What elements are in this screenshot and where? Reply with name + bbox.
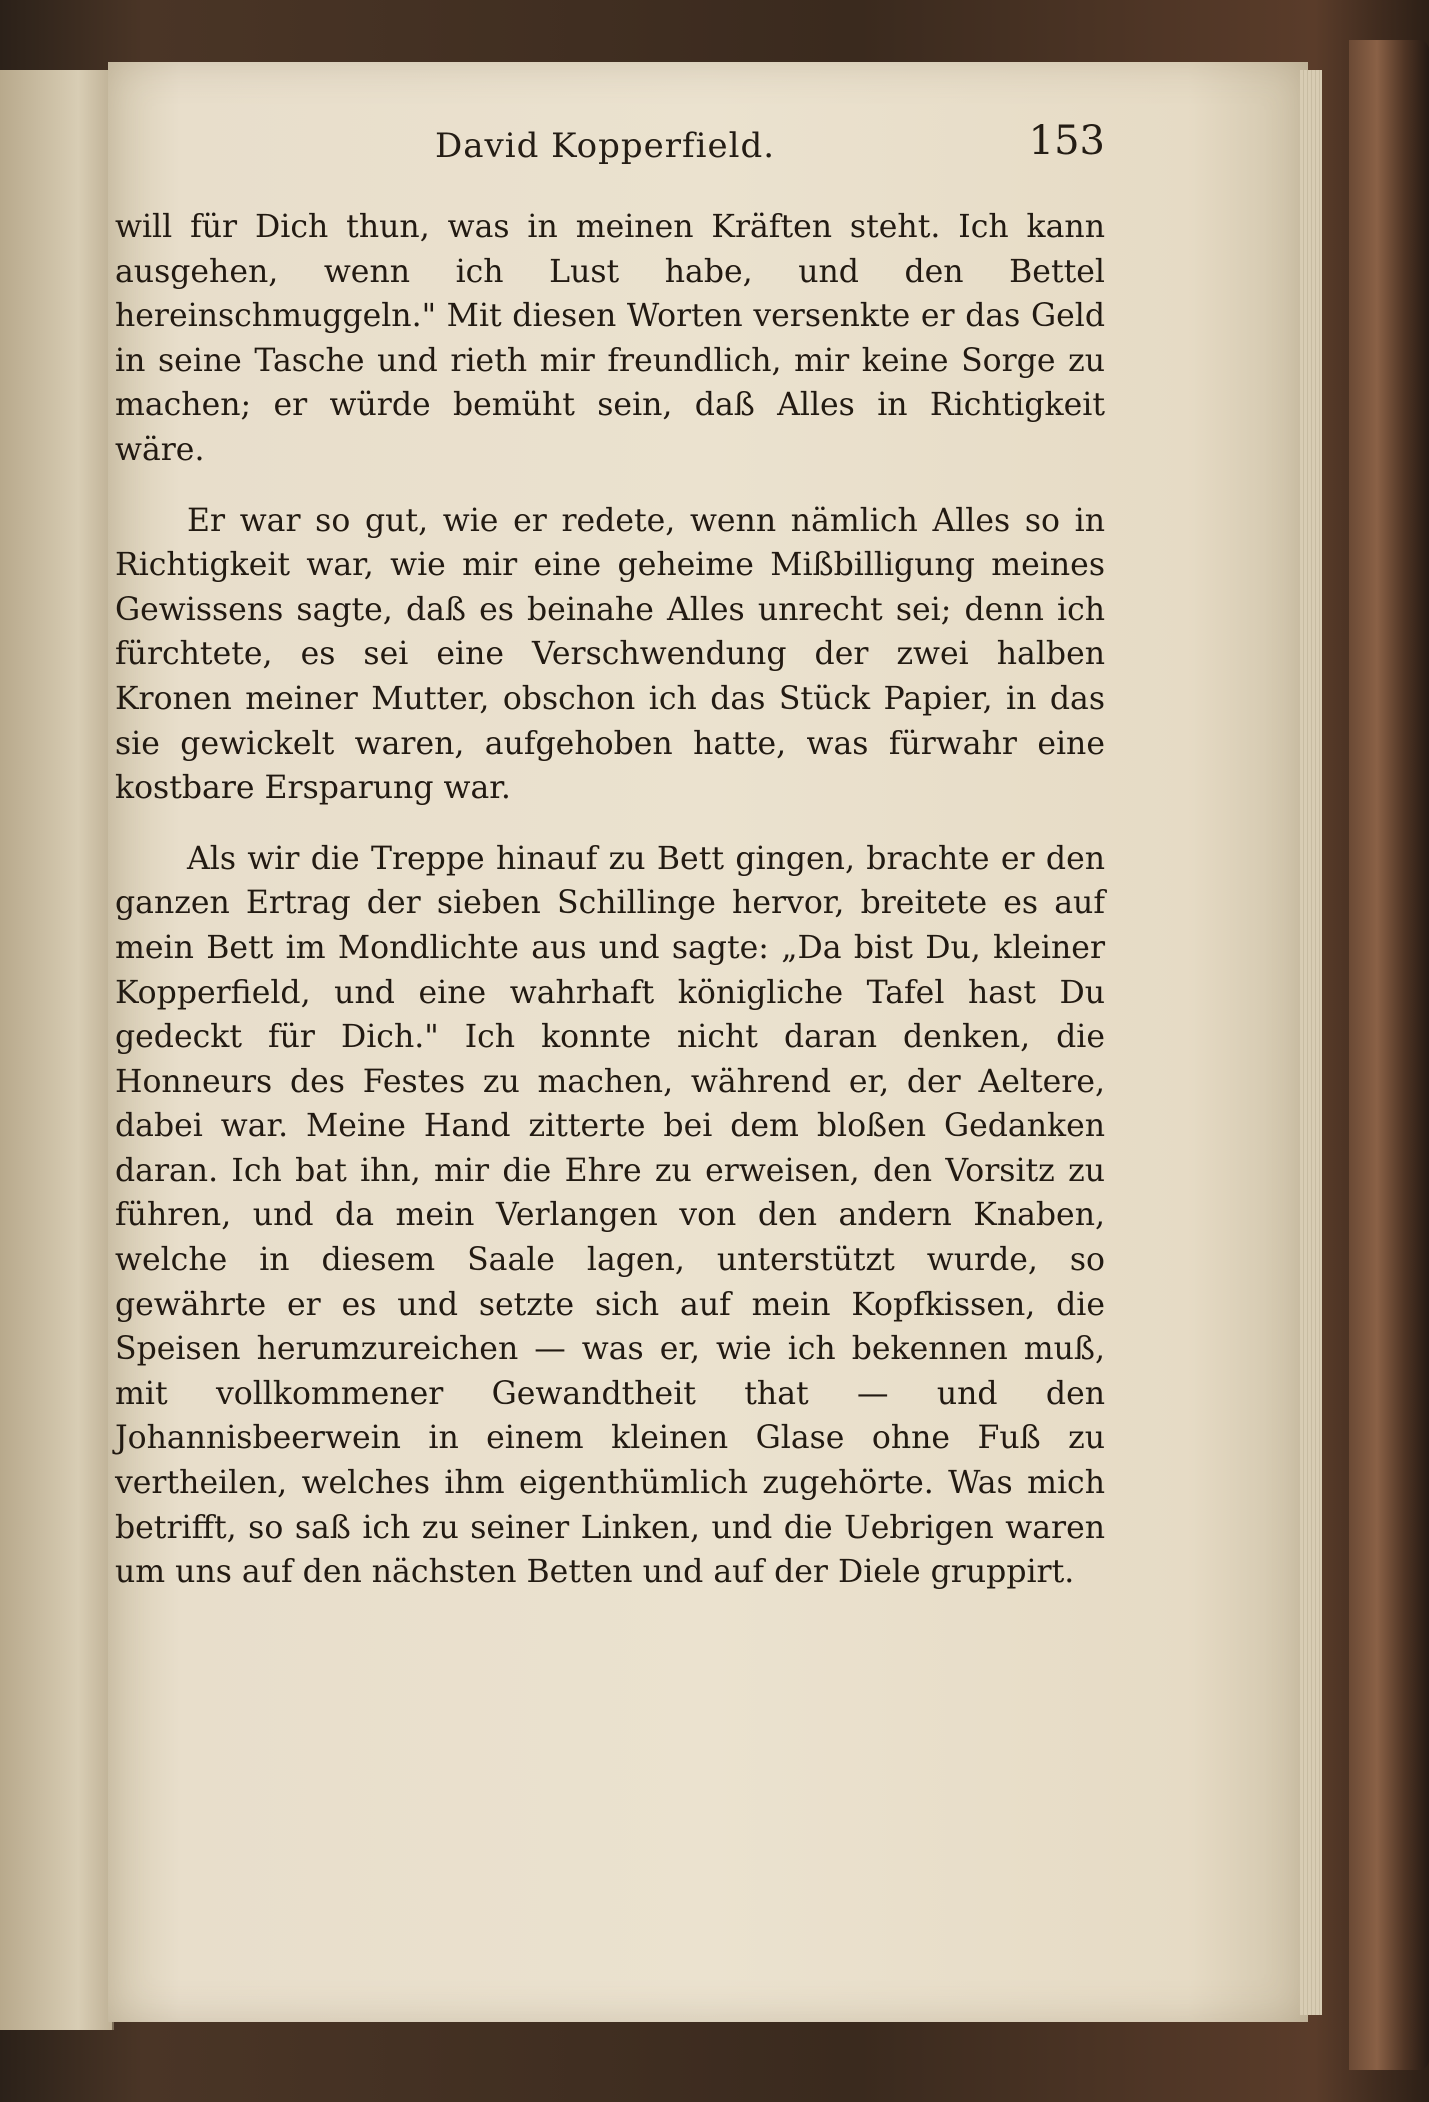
page-header	[115, 118, 1105, 178]
paragraph-3: Als wir die Treppe hinauf zu Bett gingen, brachte er den ganzen Ertrag der sieben Schillinge hervor, breitete es auf mein Bett im Mondlichte aus und sagte: „Da bist Du, kleiner Kopperfield, und eine wahrhaft königliche Tafel hast Du gedeckt für Dich." Ich konnte nicht daran denken, die Honneurs des Festes zu machen, während er, der Aeltere, dabei war. Meine Hand zitterte bei dem bloßen Gedanken daran. Ich bat ihn, mir die Ehre zu erweisen, den Vorsitz zu führen, und da mein Verlangen von den andern Knaben, welche in diesem Saale lagen, unterstützt wurde, so gewährte er es und setzte sich auf mein Kopfkissen, die Speisen herumzureichen — was er, wie ich bekennen muß, mit vollkommener Gewandtheit that — und den Johannisbeerwein in einem kleinen Glase ohne Fuß zu vertheilen, welches ihm eigenthümlich zugehörte. Was mich betrifft, so saß ich zu seiner Linken, und die Uebrigen waren um uns auf den nächsten Betten und auf der Diele gruppirt.	[115, 840, 1105, 1591]
page-stack-edge	[1300, 70, 1322, 2015]
paragraph-2: Er war so gut, wie er redete, wenn nämlich Alles so in Richtigkeit war, wie mir eine geheime Mißbilligung meines Gewissens sagte, daß es beinahe Alles unrecht sei; denn ich fürchtete, es sei eine Verschwendung der zwei halben Kronen meiner Mutter, obschon ich das Stück Papier, in das sie gewickelt waren, aufgehoben hatte, was fürwahr eine kostbare Ersparung war.	[115, 502, 1105, 807]
paragraph-1: will für Dich thun, was in meinen Kräften steht. Ich kann ausgehen, wenn ich Lust habe, und den Bettel hereinschmuggeln." Mit diesen Worten versenkte er das Geld in seine Tasche und rieth mir freundlich, mir keine Sorge zu machen; er würde bemüht sein, daß Alles in Richtigkeit wäre.	[115, 209, 1105, 468]
running-title: David Kopperfield.	[435, 126, 776, 166]
page-number: 153	[1028, 118, 1105, 164]
body-text	[115, 205, 1105, 1595]
cover-edge	[1349, 40, 1429, 2070]
previous-page-edge	[0, 70, 114, 2030]
